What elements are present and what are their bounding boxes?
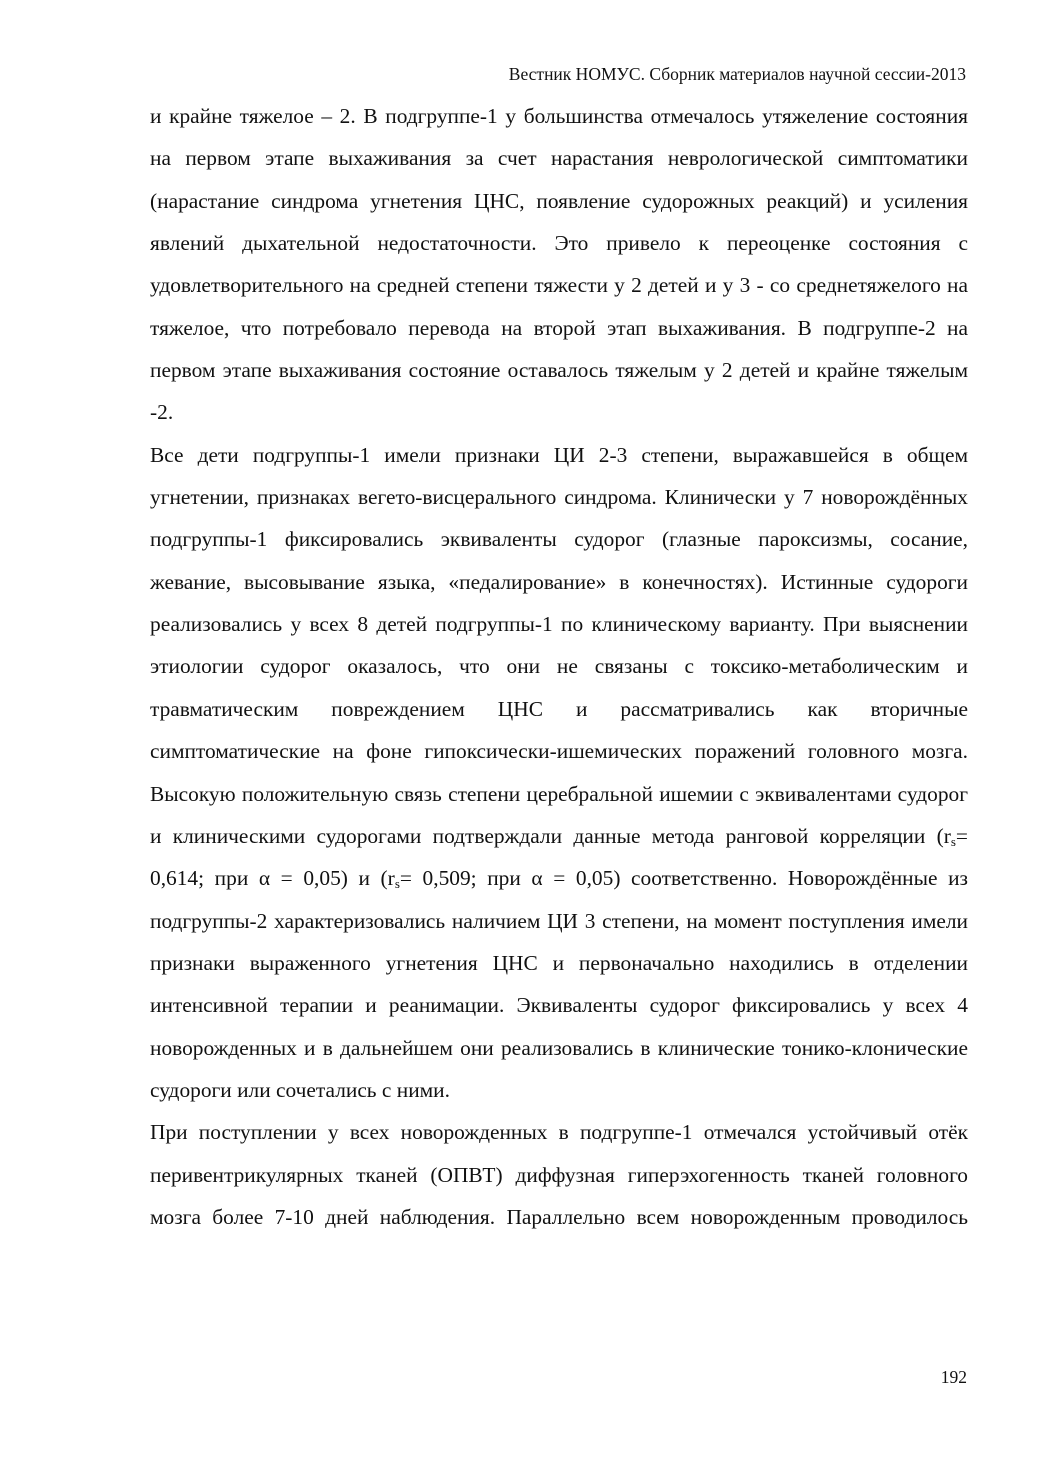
article-body — [150, 95, 968, 1238]
paragraph-2-part-2: = 0,614; при α = 0,05) и (r — [150, 823, 968, 891]
subscript-s-1: s — [950, 833, 956, 849]
page-number: 192 — [940, 1367, 967, 1387]
subscript-s-2: s — [394, 876, 400, 892]
paragraph-1: и крайне тяжелое – 2. В подгруппе-1 у большинства отмечалось утяжеление состояния на первом этапе выхаживания за счет нарастания неврологической симптоматики (нарастание синдрома угнетения ЦНС, появление судорожных реакций) и усиления явлений дыхательной недостаточности. Это привело к переоценке состояния с удовлетворительного на средней степени тяжести у 2 детей и у 3 - со среднетяжелого на тяжелое, что потребовало перевода на второй этап выхаживания. В подгруппе-2 на первом этапе выхаживания состояние оставалось тяжелым у 2 детей и крайне тяжелым -2. — [150, 104, 968, 425]
paragraph-2 — [150, 434, 968, 1112]
running-header: Вестник НОМУС. Сборник материалов научной сессии-2013 — [508, 64, 966, 84]
paragraph-2-part-1: Все дети подгруппы-1 имели признаки ЦИ 2-3 степени, выражавшейся в общем угнетении, признаках вегето-висцерального синдрома. Клинически у 7 новорождённых подгруппы-1 фиксировались эквиваленты судорог (глазные пароксизмы, сосание, жевание, высовывание языка, «педалирование» в конечностях). Истинные судороги реализовались у всех 8 детей подгруппы-1 по клиническому варианту. При выяснении этиологии судорог оказалось, что они не связаны с токсико-метаболическим и травматическим повреждением ЦНС и рассматривались как вторичные симптоматические на фоне гипоксически-ишемических поражений головного мозга. Высокую положительную связь степени церебральной ишемии с эквивалентами судорог и клиническими судорогами подтверждали данные метода ранговой корреляции (r — [150, 442, 968, 848]
paragraph-2-part-3: = 0,509; при α = 0,05) соответственно. Новорождённые из подгруппы-2 характеризовались наличием ЦИ 3 степени, на момент поступления имели признаки выраженного угнетения ЦНС и первоначально находились в отделении интенсивной терапии и реанимации. Эквиваленты судорог фиксировались у всех 4 новорожденных и в дальнейшем они реализовались в клинические тонико-клонические судороги или сочетались с ними. — [150, 866, 968, 1102]
paragraph-3: При поступлении у всех новорожденных в подгруппе-1 отмечался устойчивый отёк перивентрикулярных тканей (ОПВТ) диффузная гиперэхогенность тканей головного мозга более 7-10 дней наблюдения. Параллельно всем новорожденным проводилось — [150, 1120, 968, 1229]
